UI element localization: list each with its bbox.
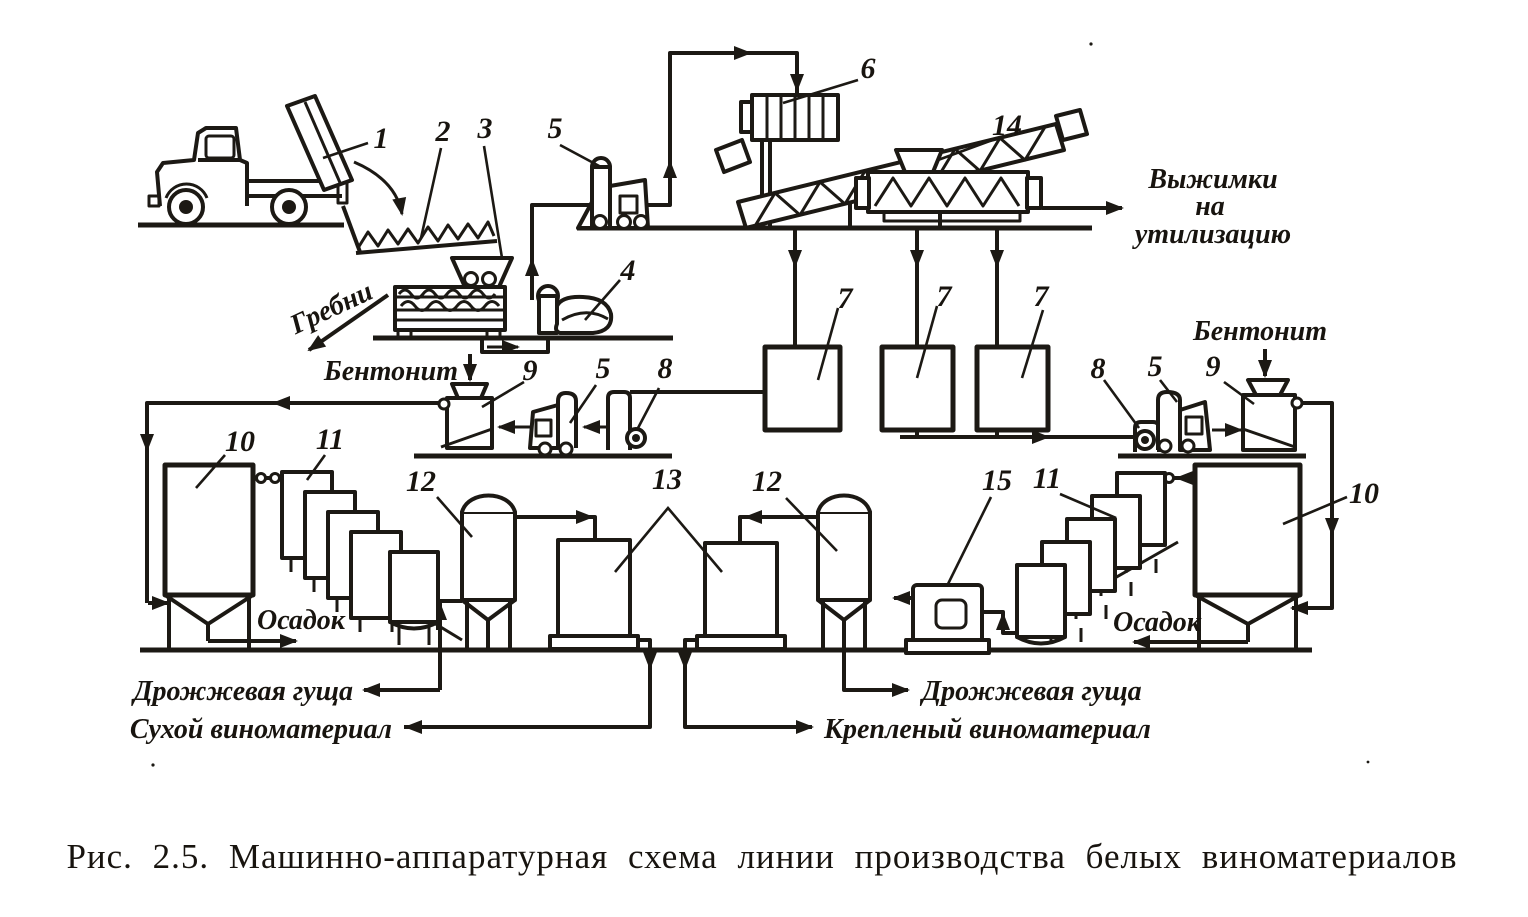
wine-pump-5-right [1158,392,1241,452]
blending-tank-13-left [550,540,638,649]
bentonite-right-label: Бентонит [1192,316,1328,347]
callout-5a: 5 [547,112,563,145]
sediment-right-label: Осадок [1112,607,1202,638]
callout-14: 14 [992,109,1022,142]
grapes-fall-arrow [354,162,402,214]
callout-5c: 5 [1147,350,1163,383]
bentonite-left-label: Бентонит [323,356,458,387]
tank-7b [882,347,953,430]
must-pump-5-top [578,158,648,229]
dry-wine-label: Сухой виноматериал [129,714,392,745]
wine-pump-8-left [584,392,645,450]
pomace-label-line1: Выжимки [1148,164,1278,195]
pomace-label-line2: на [1195,191,1225,222]
callout-1: 1 [373,122,389,155]
dome-tank-12-left [462,496,515,651]
right-pump-group [1135,380,1302,452]
juice-collection-tanks-7 [765,347,1048,430]
callout-6: 6 [860,52,876,85]
bentonite-mixer-left [439,384,492,448]
callout-2: 2 [435,115,451,148]
truck-tipped-bed [287,96,352,190]
yeast-lees-right-label: Дрожжевая гуща [922,676,1142,707]
callout-11a: 11 [315,423,345,456]
must-pump-4 [538,286,611,333]
sediment-left-label: Осадок [256,605,346,636]
pump-15 [906,585,989,653]
yeast-lees-right-line [844,650,906,690]
callout-8a: 8 [657,352,673,385]
scan-speck [1367,761,1370,764]
dome-tank-12-right [818,496,870,651]
callout-12a: 12 [406,465,436,498]
wine-pump-5-left [499,393,576,455]
callout-10a: 10 [225,425,255,458]
fortified-wine-line [685,640,810,727]
callout-9b: 9 [1205,350,1221,383]
callout-8b: 8 [1090,352,1106,385]
tank-7c [977,347,1048,430]
bentonite-mixer-right [1243,380,1302,450]
callout-11b: 11 [1032,462,1062,495]
callout-15: 15 [982,464,1012,497]
callout-5b: 5 [595,352,611,385]
callout-12b: 12 [752,465,782,498]
stems-label: Гребни [285,275,378,341]
fermenter-tank-10-right [1195,465,1300,595]
tank-7a [765,347,840,430]
yeast-lees-left-label: Дрожжевая гуща [133,676,353,707]
figure-caption: Рис. 2.5. Машинно-аппаратурная схема линии производства белых виноматериалов [66,837,1458,876]
fortified-wine-label: Крепленый виноматериал [824,714,1151,745]
callout-10b: 10 [1349,477,1379,510]
receiving-hopper-feeder [343,206,497,253]
callout-4: 4 [620,254,636,287]
left-pump-group [439,384,645,455]
callout-7b: 7 [936,280,952,313]
scan-speck [1089,42,1092,45]
callout-7c: 7 [1033,280,1049,313]
scan-speck [151,763,154,766]
callout-7a: 7 [837,282,853,315]
pomace-label-line3: утилизацию [1134,219,1292,250]
callout-9a: 9 [522,354,538,387]
fermenter-tank-10-left [165,465,253,595]
callout-3: 3 [477,112,493,145]
callout-13: 13 [652,463,682,496]
grape-truck [149,96,402,224]
